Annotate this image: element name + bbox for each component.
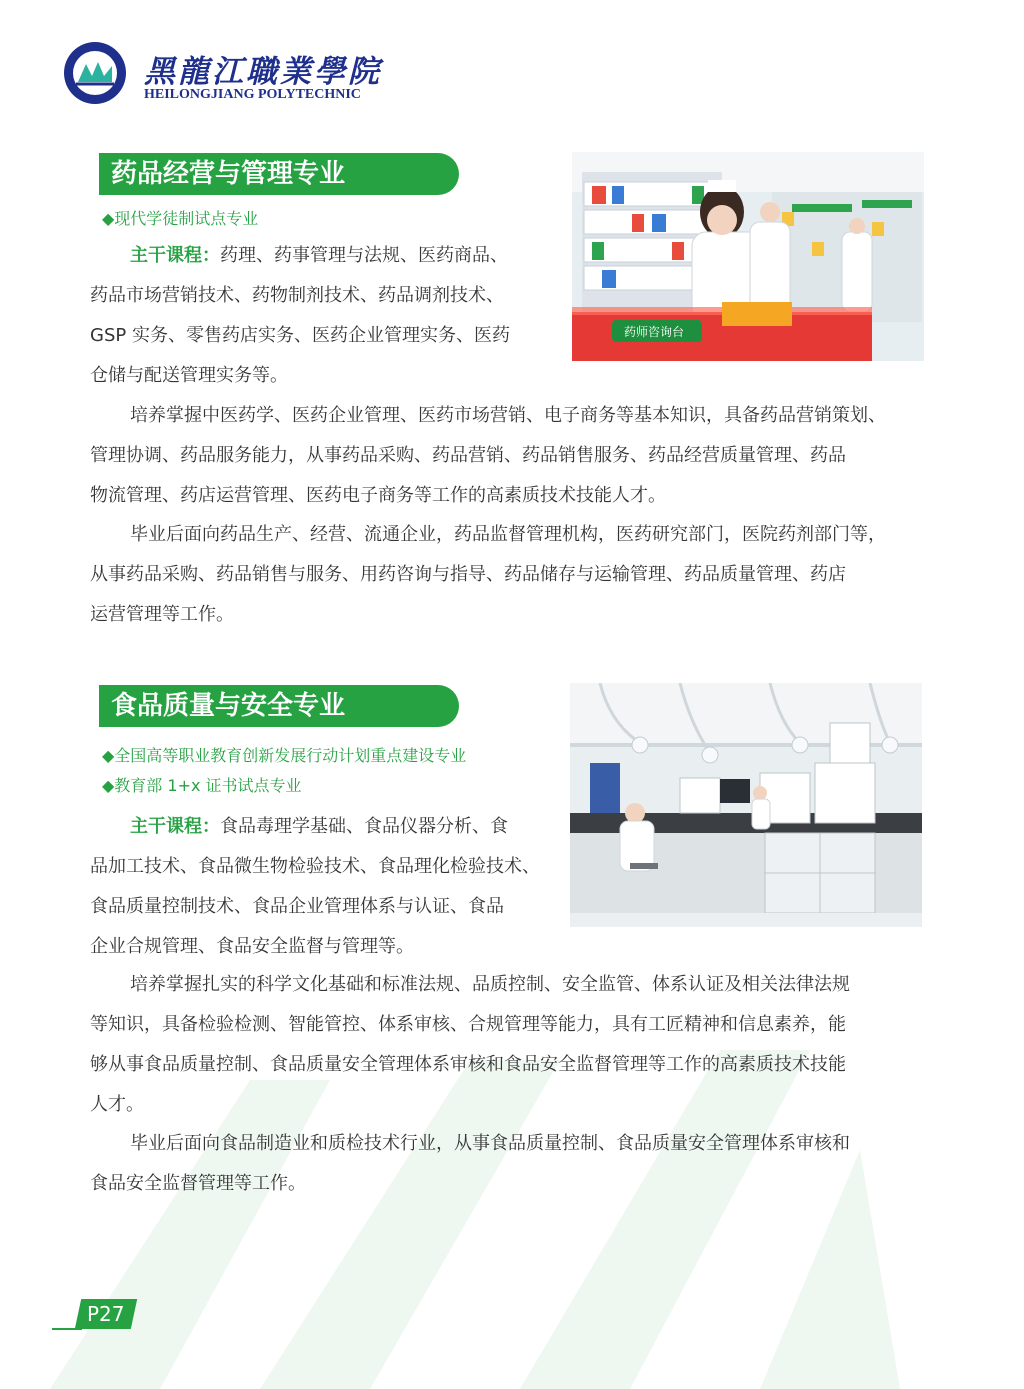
photo-sign-text: 药师咨询台 xyxy=(624,325,685,339)
paragraph-line: 从事药品采购、药品销售与服务、用药咨询与指导、药品储存与运输管理、药品质量管理、药店 xyxy=(90,564,846,585)
course-line: 食品毒理学基础、食品仪器分析、食 xyxy=(220,816,508,837)
paragraph-line: 管理协调、药品服务能力，从事药品采购、药品营销、药品销售服务、药品经营质量管理、药品 xyxy=(90,445,846,466)
pharmacy-photo xyxy=(572,152,924,361)
course-label: 主干课程： xyxy=(130,816,220,837)
pharma-career-paragraph xyxy=(90,515,940,635)
course-label: 主干课程： xyxy=(130,245,220,266)
course-line: GSP 实务、零售药店实务、医药企业管理实务、医药 xyxy=(90,325,510,346)
course-line: 食品质量控制技术、食品企业管理体系与认证、食品 xyxy=(90,896,504,917)
paragraph-line: 食品安全监督管理等工作。 xyxy=(90,1173,306,1194)
section-title-food: 食品质量与安全专业 xyxy=(99,685,459,727)
paragraph-line: 等知识，具备检验检测、智能管控、体系审核、合规管理等能力，具有工匠精神和信息素养，能 xyxy=(90,1014,846,1035)
page-number-underline xyxy=(52,1328,82,1330)
paragraph-line: 物流管理、药店运营管理、医药电子商务等工作的高素质技术技能人才。 xyxy=(90,485,666,506)
paragraph-line: 毕业后面向药品生产、经营、流通企业，药品监督管理机构，医药研究部门，医院药剂部门等， xyxy=(130,524,886,545)
pharma-training-paragraph xyxy=(90,396,940,516)
course-line: 企业合规管理、食品安全监督与管理等。 xyxy=(90,936,414,957)
course-line: 仓储与配送管理实务等。 xyxy=(90,365,288,386)
page-number xyxy=(75,1299,137,1329)
food-training-paragraph xyxy=(90,965,940,1125)
school-logo xyxy=(62,40,382,110)
paragraph-line: 运营管理等工作。 xyxy=(90,604,234,625)
paragraph-line: 培养掌握扎实的科学文化基础和标准法规、品质控制、安全监管、体系认证及相关法律法规 xyxy=(130,974,850,995)
paragraph-line: 培养掌握中医药学、医药企业管理、医药市场营销、电子商务等基本知识，具备药品营销策划、 xyxy=(130,405,886,426)
course-line: 药理、药事管理与法规、医药商品、 xyxy=(220,245,508,266)
section-tag: ◆教育部 1+x 证书试点专业 xyxy=(102,776,302,795)
course-line: 品加工技术、食品微生物检验技术、食品理化检验技术、 xyxy=(90,856,540,877)
school-emblem-icon xyxy=(62,40,128,106)
pharma-course-text xyxy=(90,236,560,396)
school-name-en: HEILONGJIANG POLYTECHNIC xyxy=(144,87,361,102)
section-tag: ◆全国高等职业教育创新发展行动计划重点建设专业 xyxy=(102,746,467,765)
paragraph-line: 够从事食品质量控制、食品质量安全管理体系审核和食品安全监督管理等工作的高素质技术技能 xyxy=(90,1054,846,1075)
section-tag: ◆现代学徒制试点专业 xyxy=(102,209,259,228)
paragraph-line: 人才。 xyxy=(90,1094,144,1115)
paragraph-line: 毕业后面向食品制造业和质检技术行业，从事食品质量控制、食品质量安全管理体系审核和 xyxy=(130,1133,850,1154)
school-name-cn: 黑龍江職業學院 xyxy=(144,54,382,90)
page-number-label: P27 xyxy=(87,1302,125,1326)
laboratory-photo xyxy=(570,683,922,927)
course-line: 药品市场营销技术、药物制剂技术、药品调剂技术、 xyxy=(90,285,504,306)
food-course-text xyxy=(90,807,560,967)
food-career-paragraph xyxy=(90,1124,940,1204)
section-title-pharma: 药品经营与管理专业 xyxy=(99,153,459,195)
